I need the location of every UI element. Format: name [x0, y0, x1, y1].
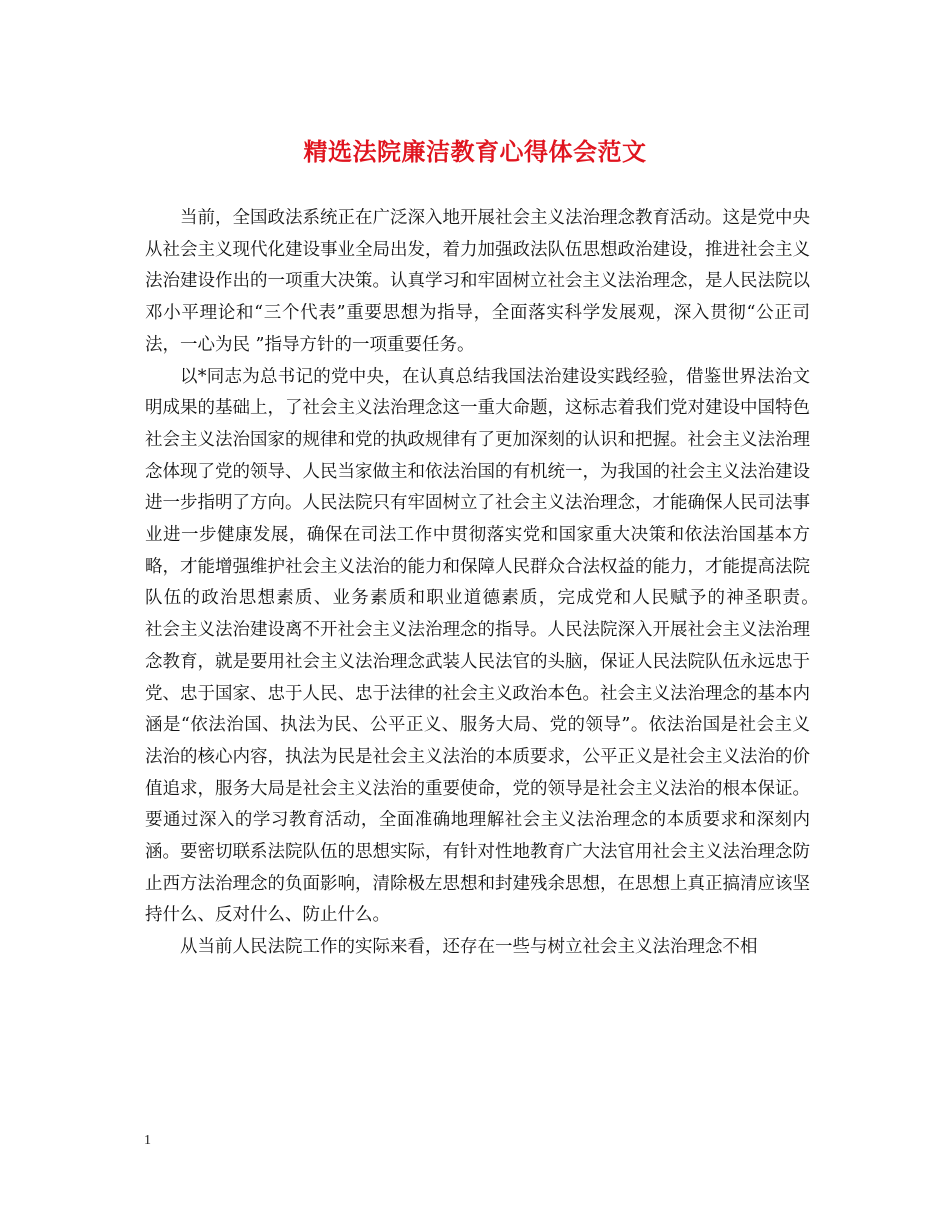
document-title: 精选法院廉洁教育心得体会范文: [303, 138, 647, 166]
paragraph-1: 当前，全国政法系统正在广泛深入地开展社会主义法治理念教育活动。这是党中央从社会主义现代化建设事业全局出发，着力加强政法队伍思想政治建设，推进社会主义法治建设作出的一项重大决策。认真学习和牢固树立社会主义法治理念，是人民法院以邓小平理论和“三个代表”重要思想为指导，全面落实科学发展观，深入贯彻“公正司法，一心为民 ”指导方针的一项重要任务。: [145, 208, 810, 355]
page-number: 1: [144, 1133, 151, 1148]
document-body: [145, 203, 845, 964]
paragraph-2: 以*同志为总书记的党中央，在认真总结我国法治建设实践经验，借鉴世界法治文明成果的基础上，了社会主义法治理念这一重大命题，这标志着我们党对建设中国特色社会主义法治国家的规律和党的执政规律有了更加深刻的认识和把握。社会主义法治理念体现了党的领导、人民当家做主和依法治国的有机统一，为我国的社会主义法治建设进一步指明了方向。人民法院只有牢固树立了社会主义法治理念，才能确保人民司法事业进一步健康发展，确保在司法工作中贯彻落实党和国家重大决策和依法治国基本方略，才能增强维护社会主义法治的能力和保障人民群众合法权益的能力，才能提高法院队伍的政治思想素质、业务素质和职业道德素质，完成党和人民赋予的神圣职责。 社会主义法治建设离不开社会主义法治理念的指导。人民法院深入开展社会主义法治理念教育，就是要用社会主义法治理念武装人民法官的头脑，保证人民法院队伍永远忠于党、忠于国家、忠于人民、忠于法律的社会主义政治本色。社会主义法治理念的基本内涵是“依法治国、执法为民、公平正义、服务大局、党的领导”。依法治国是社会主义法治的核心内容，执法为民是社会主义法治的本质要求，公平正义是社会主义法治的价值追求，服务大局是社会主义法治的重要使命，党的领导是社会主义法治的根本保证。要通过深入的学习教育活动，全面准确地理解社会主义法治理念的本质要求和深刻内涵。要密切联系法院队伍的思想实际，有针对性地教育广大法官用社会主义法治理念防止西方法治理念的负面影响，清除极左思想和封建残余思想，在思想上真正搞清应该坚持什么、反对什么、防止什么。: [145, 366, 845, 926]
paragraph-3: 从当前人民法院工作的实际来看，还存在一些与树立社会主义法治理念不相: [180, 937, 758, 958]
